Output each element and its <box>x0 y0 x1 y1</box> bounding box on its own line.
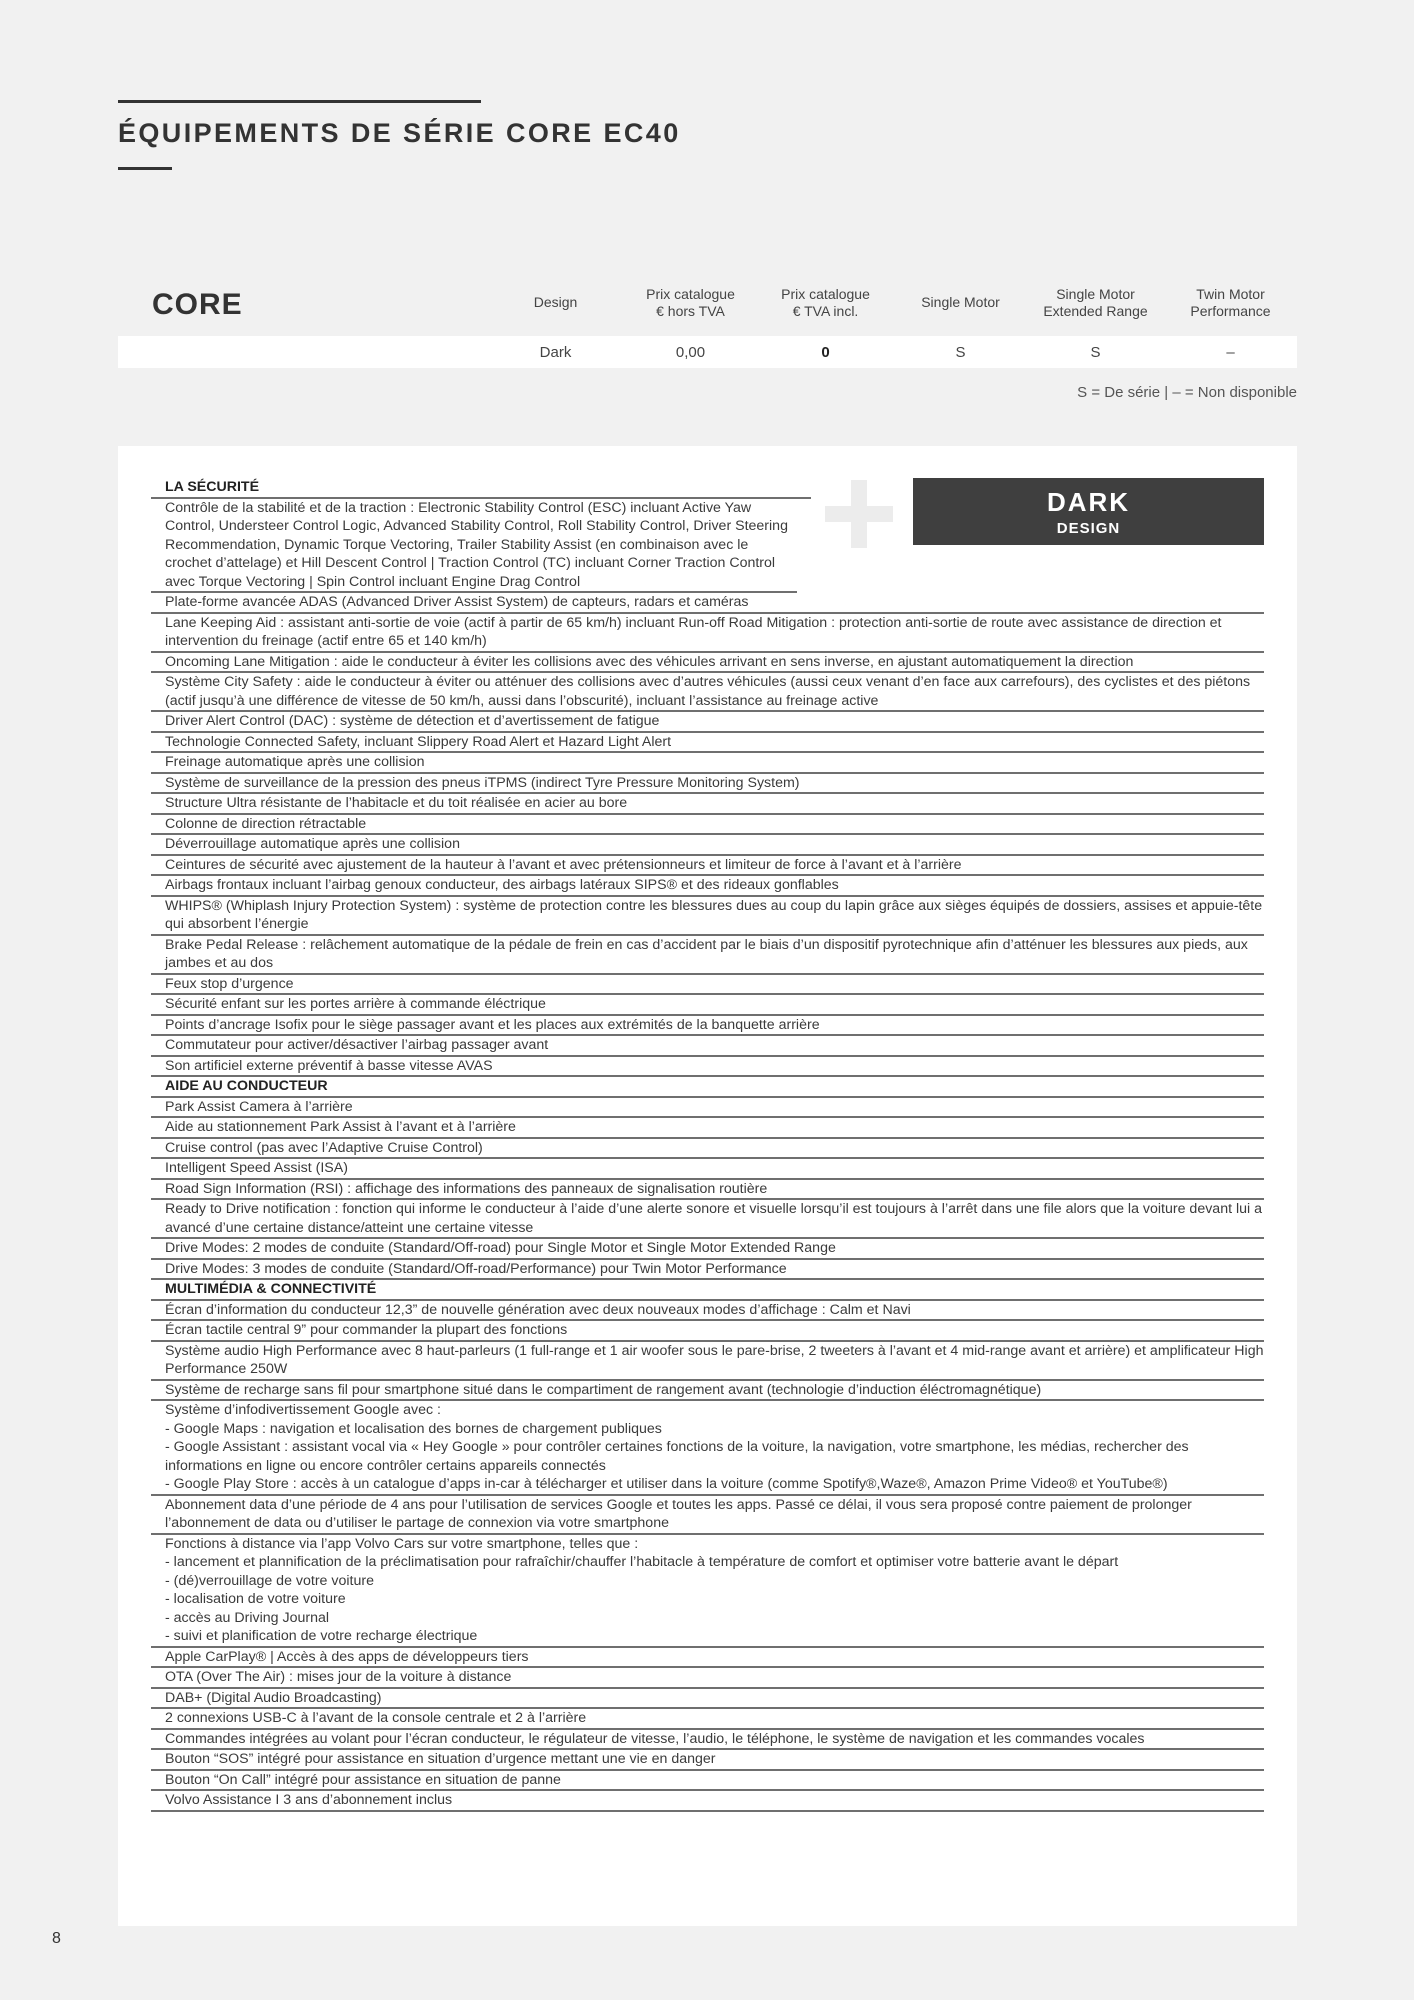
cell-price-excl: 0,00 <box>675 344 706 361</box>
column-header-price-incl: Prix catalogue € TVA incl. <box>781 286 870 319</box>
equipment-item: Contrôle de la stabilité et de la traction : Electronic Stability Control (ESC) incluant Active Yaw Control, Understeer Control Logic, Advanced Stability Control, Roll Stability Control, Driver Steering Recommendation, Dynamic Torque Vectoring, Trailer Stability Assist (en combinaison avec le crochet d’attelage) et Hill Descent Control | Traction Control (TC) incluant Corner Traction Control avec Torque Vectoring | Spin Control incluant Engine Drag Control <box>151 499 797 594</box>
equipment-item: OTA (Over The Air) : mises jour de la voiture à distance <box>151 1668 1264 1689</box>
legend: S = De série | – = Non disponible <box>1077 384 1297 401</box>
equipment-item: Commandes intégrées au volant pour l’écran conducteur, le régulateur de vitesse, l’audio, le téléphone, le système de navigation et les commandes vocales <box>151 1730 1264 1751</box>
equipment-item: Lane Keeping Aid : assistant anti-sortie de voie (actif à partir de 65 km/h) incluant Run-off Road Mitigation : protection anti-sortie de route avec assistance de direction et intervention du freinage (actif entre 65 et 140 km/h) <box>151 614 1264 653</box>
title-underline <box>118 167 172 170</box>
price-table-header <box>118 280 1297 336</box>
equipment-item: Bouton “SOS” intégré pour assistance en situation d’urgence mettant une vie en danger <box>151 1750 1264 1771</box>
cell-single-motor: S <box>955 344 966 361</box>
equipment-item: Intelligent Speed Assist (ISA) <box>151 1159 1264 1180</box>
equipment-item: Système de recharge sans fil pour smartphone situé dans le compartiment de rangement avant (technologie d’induction éléctromagnétique) <box>151 1381 1264 1402</box>
column-header-single-motor-er: Single Motor Extended Range <box>1043 286 1148 319</box>
price-table <box>118 280 1297 401</box>
badge-line-1: DARK <box>1046 487 1131 517</box>
equipment-item: Commutateur pour activer/désactiver l’airbag passager avant <box>151 1036 1264 1057</box>
equipment-item: Abonnement data d’une période de 4 ans pour l’utilisation de services Google et toutes les apps. Passé ce délai, il vous sera proposé contre paiement de prolonger l’abonnement de data ou d’utiliser le partage de connexion via votre smartphone <box>151 1496 1264 1535</box>
equipment-item: Ready to Drive notification : fonction qui informe le conducteur à l’aide d’une alerte sonore et visuelle lorsqu’il est toujours à l’arrêt dans une file alors que la voiture devant lui a avancé d’une certaine distance/atteint une certaine vitesse <box>151 1200 1264 1239</box>
equipment-item: Points d’ancrage Isofix pour le siège passager avant et les places aux extrémités de la banquette arrière <box>151 1016 1264 1037</box>
column-header-single-motor: Single Motor <box>921 294 1000 310</box>
equipment-item: Park Assist Camera à l’arrière <box>151 1098 1264 1119</box>
equipment-item: Technologie Connected Safety, incluant Slippery Road Alert et Hazard Light Alert <box>151 733 1264 754</box>
cell-price-incl: 0 <box>821 344 830 361</box>
cell-design: Dark <box>539 344 572 361</box>
equipment-item: WHIPS® (Whiplash Injury Protection System) : système de protection contre les blessures dues au coup du lapin grâce aux sièges équipés de dossiers, assises et appuie-tête qui absorbent l’énergie <box>151 897 1264 936</box>
equipment-item: Fonctions à distance via l’app Volvo Cars sur votre smartphone, telles que : - lancement et plannification de la préclimatisation pour rafraîchir/chauffer l’habitacle à température de comfort et optimiser votre batterie avant le départ - (dé)verrouillage de votre voiture - localisation de votre voiture - accès au Driving Journal - suivi et planification de votre recharge électrique <box>151 1535 1264 1648</box>
equipment-item: Aide au stationnement Park Assist à l’avant et à l’arrière <box>151 1118 1264 1139</box>
equipment-item: Volvo Assistance I 3 ans d’abonnement inclus <box>151 1791 1264 1812</box>
equipment-item: Drive Modes: 2 modes de conduite (Standard/Off-road) pour Single Motor et Single Motor Extended Range <box>151 1239 1264 1260</box>
equipment-item: Ceintures de sécurité avec ajustement de la hauteur à l’avant et avec prétensionneurs et limiteur de force à l’avant et à l’arrière <box>151 856 1264 877</box>
column-header-price-excl: Prix catalogue € hors TVA <box>646 286 735 319</box>
column-header-design: Design <box>533 294 578 310</box>
equipment-item: Écran tactile central 9” pour commander la plupart des fonctions <box>151 1321 1264 1342</box>
equipment-item: Plate-forme avancée ADAS (Advanced Driver Assist System) de capteurs, radars et caméras <box>151 593 1264 614</box>
equipment-item: Colonne de direction rétractable <box>151 815 1264 836</box>
equipment-item: Road Sign Information (RSI) : affichage des informations des panneaux de signalisation routière <box>151 1180 1264 1201</box>
core-label: CORE <box>152 288 243 321</box>
equipment-item: Écran d’information du conducteur 12,3” de nouvelle génération avec deux nouveaux modes d’affichage : Calm et Navi <box>151 1301 1264 1322</box>
section-heading: LA SÉCURITÉ <box>151 478 811 499</box>
equipment-item: Airbags frontaux incluant l’airbag genoux conducteur, des airbags latéraux SIPS® et des rideaux gonflables <box>151 876 1264 897</box>
equipment-item: Cruise control (pas avec l’Adaptive Cruise Control) <box>151 1139 1264 1160</box>
equipment-item: Système City Safety : aide le conducteur à éviter ou atténuer des collisions avec d’autres véhicules (aussi ceux venant d’en face aux carrefours), des cyclistes et des piétons (actif jusqu’à une différence de vitesse de 50 km/h, aussi dans l’obscurité), incluant l’assistance au freinage active <box>151 673 1264 712</box>
equipment-card <box>118 446 1297 1926</box>
equipment-item: Sécurité enfant sur les portes arrière à commande éléctrique <box>151 995 1264 1016</box>
equipment-item: Drive Modes: 3 modes de conduite (Standard/Off-road/Performance) pour Twin Motor Performance <box>151 1260 1264 1281</box>
equipment-item: Système d’infodivertissement Google avec : - Google Maps : navigation et localisation des bornes de chargement publiques - Google Assistant : assistant vocal via « Hey Google » pour contrôler certaines fonctions de la voiture, la navigation, votre smartphone, les médias, rechercher des informations en ligne ou encore contrôler certains appareils connectés - Google Play Store : accès à un catalogue d’apps in-car à télécharger et utiliser dans la voiture (comme Spotify®,Waze®, Amazon Prime Video® et YouTube®) <box>151 1401 1264 1496</box>
equipment-item: Brake Pedal Release : relâchement automatique de la pédale de frein en cas d’accident par le biais d’un dispositif pyrotechnique afin d’atténuer les blessures aux pieds, aux jambes et au dos <box>151 936 1264 975</box>
badge-line-2: DESIGN <box>1056 520 1121 537</box>
price-table-row <box>118 336 1297 368</box>
cell-twin-motor: – <box>1226 344 1235 361</box>
page-number: 8 <box>52 1930 61 1947</box>
equipment-item: Déverrouillage automatique après une collision <box>151 835 1264 856</box>
page-title: ÉQUIPEMENTS DE SÉRIE CORE EC40 <box>118 118 681 148</box>
equipment-item: Freinage automatique après une collision <box>151 753 1264 774</box>
cell-single-motor-er: S <box>1090 344 1101 361</box>
equipment-item: 2 connexions USB-C à l’avant de la console centrale et 2 à l’arrière <box>151 1709 1264 1730</box>
equipment-item: DAB+ (Digital Audio Broadcasting) <box>151 1689 1264 1710</box>
top-rule <box>118 100 481 103</box>
equipment-item: Son artificiel externe préventif à basse vitesse AVAS <box>151 1057 1264 1078</box>
equipment-item: Bouton “On Call” intégré pour assistance en situation de panne <box>151 1771 1264 1792</box>
equipment-item: Driver Alert Control (DAC) : système de détection et d’avertissement de fatigue <box>151 712 1264 733</box>
equipment-item: Structure Ultra résistante de l’habitacle et du toit réalisée en acier au bore <box>151 794 1264 815</box>
equipment-item: Feux stop d’urgence <box>151 975 1264 996</box>
section-heading: AIDE AU CONDUCTEUR <box>151 1077 1264 1098</box>
equipment-list <box>151 478 1264 1812</box>
column-header-twin-motor: Twin Motor Performance <box>1190 286 1271 319</box>
equipment-item: Oncoming Lane Mitigation : aide le conducteur à éviter les collisions avec des véhicules arrivant en sens inverse, en ajustant automatiquement la direction <box>151 653 1264 674</box>
equipment-item: Apple CarPlay® | Accès à des apps de développeurs tiers <box>151 1648 1264 1669</box>
equipment-item: Système audio High Performance avec 8 haut-parleurs (1 full-range et 1 air woofer sous le pare-brise, 2 tweeters à l’avant et 4 mid-range avant et arrière) et amplificateur High Performance 250W <box>151 1342 1264 1381</box>
equipment-item: Système de surveillance de la pression des pneus iTPMS (indirect Tyre Pressure Monitoring System) <box>151 774 1264 795</box>
section-heading: MULTIMÉDIA & CONNECTIVITÉ <box>151 1280 1264 1301</box>
